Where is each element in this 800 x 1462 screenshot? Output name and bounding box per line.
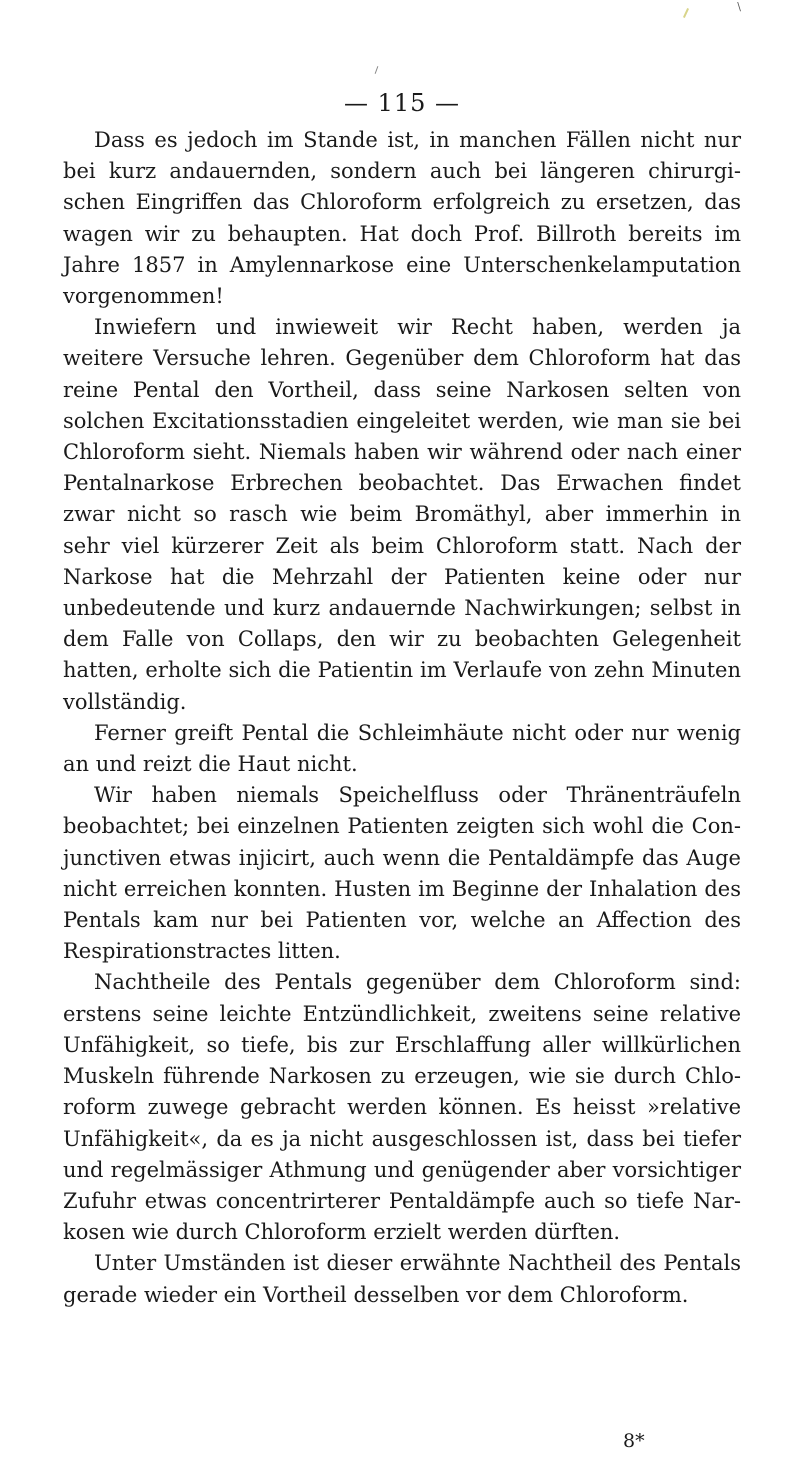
book-page [63,0,741,1462]
paragraph: Unter Umständen ist dieser erwähnte Nachtheil des Pentals gerade wieder ein Vortheil desselben vor dem Chloroform. [63,1251,741,1307]
signature-mark: 8* [623,1430,645,1452]
paragraph: Inwiefern und inwieweit wir Recht haben, werden ja weitere Versuche lehren. Gegenüber dem Chloroform hat das reine Pental den Vortheil, dass seine Narkosen selten von solchen Excitationsstadien eingeleitet werden, wie man sie bei Chloroform sieht. Niemals haben wir während oder nach einer Pentalnarkose Erbrechen beobachtet. Das Erwachen findet zwar nicht so rasch wie beim Bromäthyl, aber immerhin in sehr viel kürzerer Zeit als beim Chloroform statt. Nach der Narkose hat die Mehrzahl der Patienten keine oder nur unbedeutende und kurz andauernde Nachwirkungen; selbst in dem Falle von Collaps, den wir zu beobachten Gelegenheit hatten, erholte sich die Patientin im Verlaufe von zehn Minuten vollständig. [63,315,741,714]
ink-mark [375,66,379,74]
ink-mark [683,8,689,18]
paragraph: Wir haben niemals Speichelfluss oder Thränenträufeln beobachtet; bei einzelnen Patienten zeigten sich wohl die Con-junctiven etwas injicirt, auch wenn die Pentaldämpfe das Auge nicht erreichen konnten. Husten im Beginne der Inhalation des Pentals kam nur bei Patienten vor, welche an Affection des Respirationstractes litten. [63,783,741,964]
paragraph: Ferner greift Pental die Schleimhäute nicht oder nur wenig an und reizt die Haut nicht. [63,720,741,777]
paragraph: Dass es jedoch im Stande ist, in manchen Fällen nicht nur bei kurz andauernden, sondern auch bei längeren chirurgi-schen Eingriffen das Chloroform erfolgreich zu ersetzen, das wagen wir zu behaupten. Hat doch Prof. Billroth bereits im Jahre 1857 in Amylennarkose eine Unterschenkelamputation vorgenommen! [63,128,741,309]
paragraph: Nachtheile des Pentals gegenüber dem Chloroform sind: erstens seine leichte Entzündlichkeit, zweitens seine relative Unfähigkeit, so tiefe, bis zur Erschlaffung aller willkürlichen Muskeln führende Narkosen zu erzeugen, wie sie durch Chlo-roform zuwege gebracht werden können. Es heisst »relative Unfähigkeit«, da es ja nicht ausgeschlossen ist, dass bei tiefer und regelmässiger Athmung und genügender aber vorsichtiger Zufuhr etwas concentrirterer Pentaldämpfe auch so tiefe Nar-kosen wie durch Chloroform erzielt werden dürften. [63,970,741,1245]
corner-mark: \ [737,0,741,13]
body-text [63,125,741,1311]
page-number: — 115 — [343,89,461,117]
